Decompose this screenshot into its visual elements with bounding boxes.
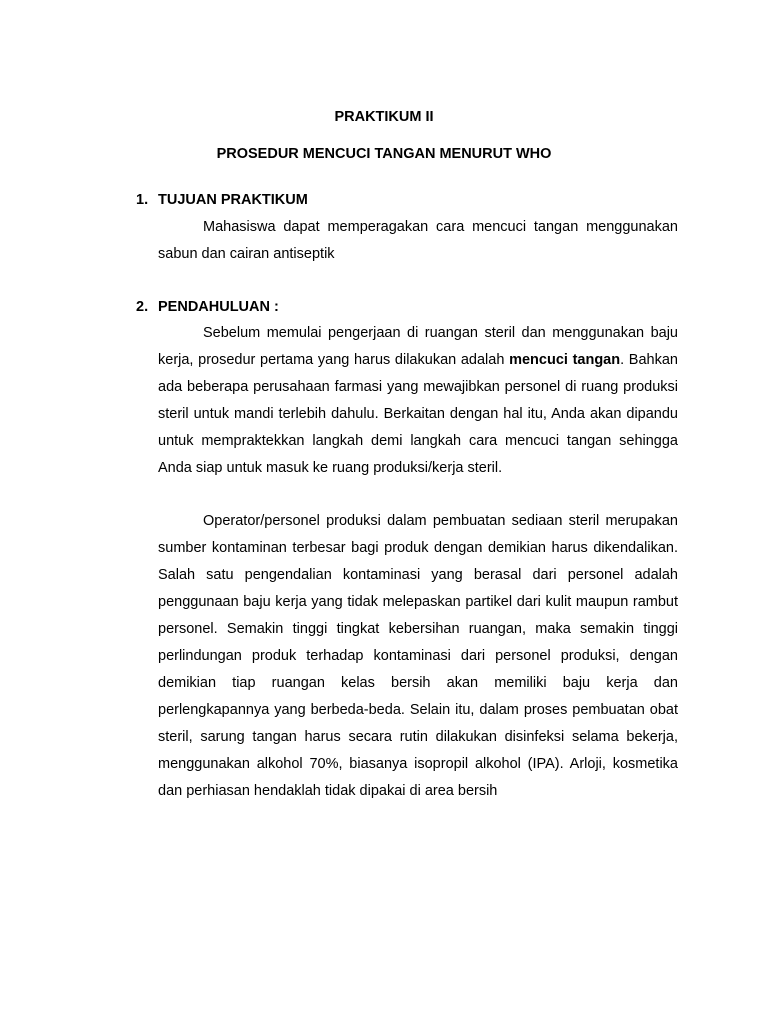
pendahuluan-paragraph-2: Operator/personel produksi dalam pembuatan sediaan steril merupakan sumber kontaminan terbesar bagi produk dengan demikian harus dikendalikan. Salah satu pengendalian kontaminasi yang berasal dari personel adalah penggunaan baju kerja yang tidak melepaskan partikel dari kulit maupun rambut personel. Semakin tinggi tingkat kebersihan ruangan, maka semakin tinggi perlindungan produk terhadap kontaminasi dari personel produksi, dengan demikian tiap ruangan kelas bersih akan memiliki baju kerja dan perlengkapannya yang berbeda-beda. Selain itu, dalam proses pembuatan obat steril, sarung tangan harus secara rutin dilakukan disinfeksi selama bekerja, menggunakan alkohol 70%, biasanya isopropil alkohol (IPA). Arloji, kosmetika dan perhiasan hendaklah tidak dipakai di area bersih <box>158 513 678 799</box>
section-number: 2. <box>136 299 149 315</box>
document-subtitle: PROSEDUR MENCUCI TANGAN MENURUT WHO <box>216 146 552 162</box>
section-heading-tujuan <box>136 192 308 208</box>
section-heading-text: PENDAHULUAN : <box>158 299 279 315</box>
pendahuluan-paragraph-1 <box>158 320 678 482</box>
paragraph-text: . Bahkan ada beberapa perusahaan farmasi yang mewajibkan personel di ruang produksi steril untuk mandi terlebih dahulu. Berkaitan dengan hal itu, Anda akan dipandu untuk mempraktekkan langkah demi langkah cara mencuci tangan sehingga Anda siap untuk masuk ke ruang produksi/kerja steril. <box>158 352 678 476</box>
bold-term-mencuci-tangan: mencuci tangan <box>509 352 621 368</box>
section-heading-text: TUJUAN PRAKTIKUM <box>158 192 308 208</box>
section-heading-pendahuluan <box>136 299 279 315</box>
section-number: 1. <box>136 192 149 208</box>
paragraph-text: Sebelum memulai pengerjaan di ruangan steril dan menggunakan baju kerja, prosedur pertama yang harus dilakukan adalah <box>158 325 678 368</box>
document-title: PRAKTIKUM II <box>334 109 434 125</box>
tujuan-paragraph: Mahasiswa dapat memperagakan cara mencuci tangan menggunakan sabun dan cairan antiseptik <box>158 219 678 262</box>
